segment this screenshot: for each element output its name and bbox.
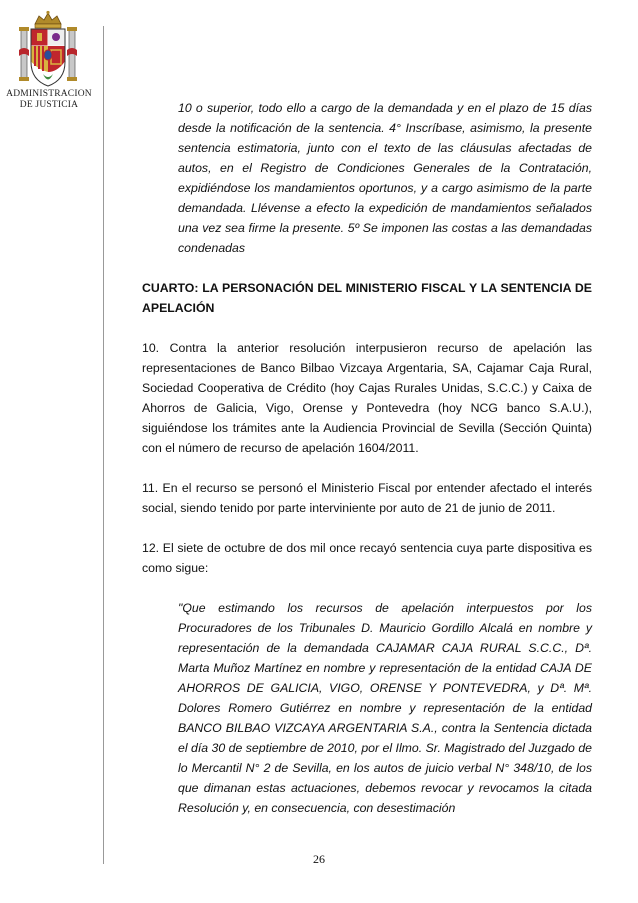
paragraph-12: 12. El siete de octubre de dos mil once recayó sentencia cuya parte dispositiva es como sigue: [142,541,592,575]
page-number: 26 [313,852,325,866]
org-name [6,89,92,111]
margin-rule [103,26,104,864]
org-name-line2: DE JUSTICIA [19,100,79,110]
paragraph-11: 11. En el recurso se personó el Ministerio Fiscal por entender afectado el interés social, siendo tenido por parte interviniente por auto de 21 de junio de 2011. [142,481,592,515]
document-body [142,98,592,818]
section-heading: CUARTO: LA PERSONACIÓN DEL MINISTERIO FISCAL Y LA SENTENCIA DE APELACIÓN [142,281,592,315]
spanish-coat-of-arms-icon [17,10,79,92]
quoted-ruling-bottom: "Que estimando los recursos de apelación interpuestos por los Procuradores de los Tribunales D. Mauricio Gordillo Alcalá en nombre y representación de la demandada CAJAMAR CAJA RURAL S.C.C., Dª. Marta Muñoz Martínez en nombre y representación de la entidad CAJA DE AHORROS DE GALICIA, VIGO, ORENSE Y PONTEVEDRA, y Dª. Mª. Dolores Romero Gutiérrez en nombre y representación de la entidad BANCO BILBAO VIZCAYA ARGENTARIA S.A., contra la Sentencia dictada el día 30 de septiembre de 2010, por el Ilmo. Sr. Magistrado del Juzgado de lo Mercantil N° 2 de Sevilla, en los autos de juicio verbal N° 348/10, de los que dimanan estas actuaciones, debemos revocar y revocamos la citada Resolución y, en consecuencia, con desestimación [178,601,592,815]
quoted-ruling-top: 10 o superior, todo ello a cargo de la demandada y en el plazo de 15 días desde la notificación de la sentencia. 4° Inscríbase, asimismo, la presente sentencia estimatoria, junto con el texto de las cláusulas afectadas de autos, en el Registro de Condiciones Generales de la Contratación, expidiéndose los mandamientos oportunos, y a cargo asimismo de la parte demandada. Llévense a efecto la expedición de mandamientos señalados una vez sea firme la presente. 5º Se imponen las costas a las demandadas condenadas [178,101,592,255]
paragraph-10: 10. Contra la anterior resolución interpusieron recurso de apelación las representaciones de Banco Bilbao Vizcaya Argentaria, SA, Cajamar Caja Rural, Sociedad Cooperativa de Crédito (hoy Cajas Rurales Unidas, S.C.C.) y Caixa de Ahorros de Galicia, Vigo, Orense y Pontevedra (hoy NCG banco S.A.U.), siguiéndose los trámites ante la Audiencia Provincial de Sevilla (Sección Quinta) con el número de recurso de apelación 1604/2011. [142,341,592,455]
org-name-line1: ADMINISTRACION [6,89,92,99]
